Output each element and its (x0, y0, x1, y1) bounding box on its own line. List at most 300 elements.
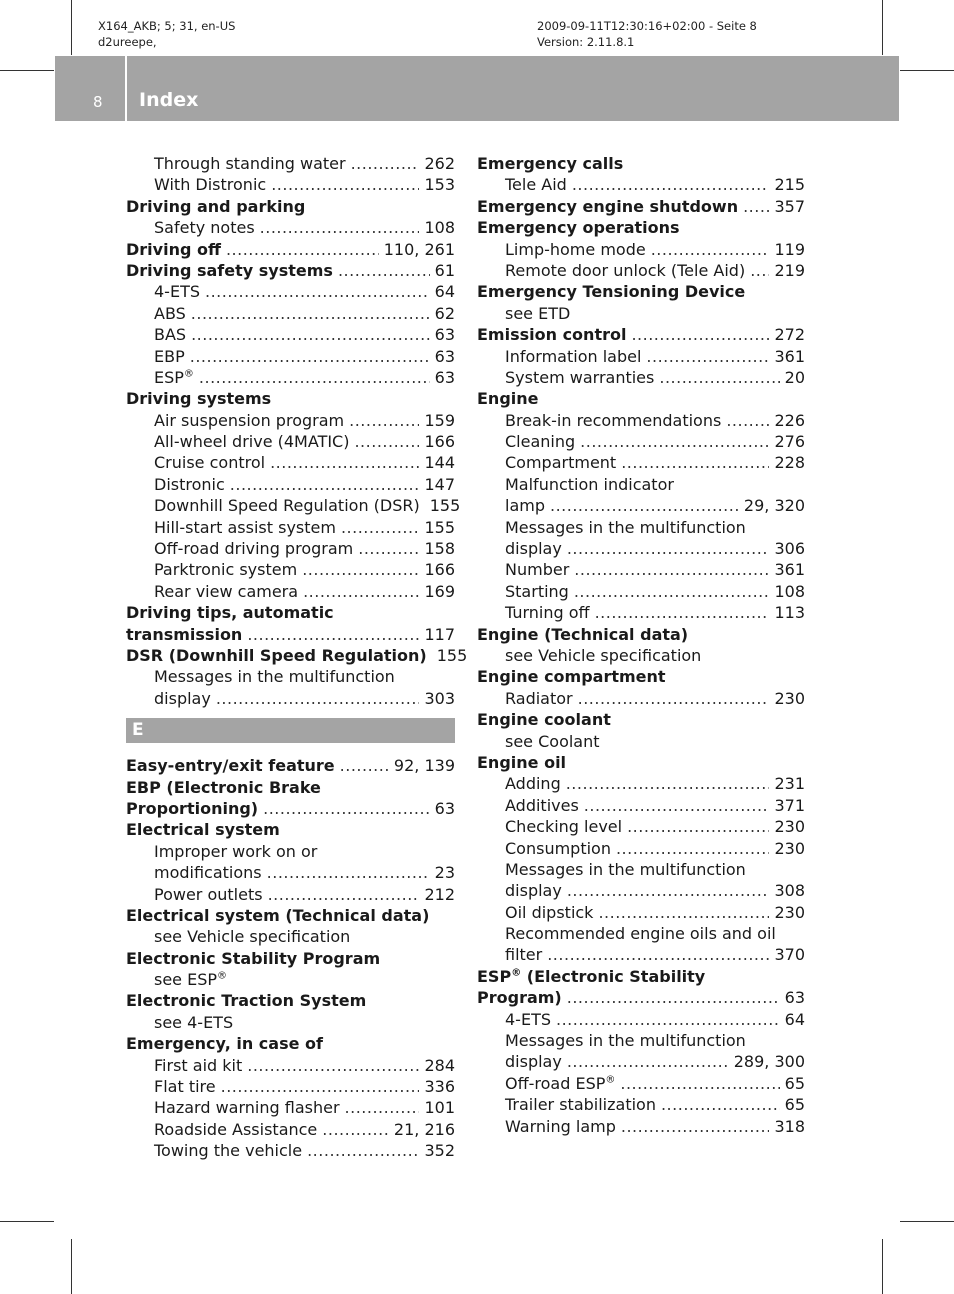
crop-mark (0, 1221, 54, 1222)
entry-label: Turning off (505, 603, 590, 623)
dot-leader (247, 624, 419, 645)
index-subentry (126, 862, 455, 883)
dot-leader (270, 452, 419, 473)
index-subentry (126, 926, 455, 947)
index-entry (477, 624, 805, 645)
index-subentry (477, 880, 805, 901)
page-reference: 113 (774, 603, 805, 623)
index-subentry (477, 1051, 805, 1072)
index-subentry (477, 1030, 805, 1051)
entry-label: Cleaning (505, 432, 576, 452)
page-reference: 352 (424, 1141, 455, 1161)
timestamp: 2009-09-11T12:30:16+02:00 - Seite 8 (537, 19, 757, 33)
dot-leader (271, 174, 419, 195)
page-reference: 155 (436, 645, 468, 665)
entry-label: filter (505, 945, 543, 965)
dot-leader (190, 346, 430, 367)
entry-label: Downhill Speed Regulation (DSR) (154, 496, 420, 516)
dot-leader (303, 581, 419, 602)
index-subentry (126, 217, 455, 238)
entry-label: Adding (505, 774, 561, 794)
dot-leader (616, 838, 769, 859)
index-subentry (477, 538, 805, 559)
entry-label: All-wheel drive (4MATIC) (154, 432, 350, 452)
index-entry (126, 819, 455, 840)
page-reference: 306 (774, 539, 805, 559)
entry-label: display (505, 881, 562, 901)
print-meta-right (537, 18, 757, 50)
dot-leader (191, 303, 430, 324)
dot-leader (230, 474, 420, 495)
index-subentry (477, 410, 805, 431)
page-reference: 153 (424, 175, 455, 195)
index-entry (126, 755, 455, 776)
dot-leader (340, 755, 389, 776)
page-reference: 371 (774, 795, 805, 815)
entry-label: Driving tips, automatic (126, 603, 334, 623)
entry-label: see 4-ETS (154, 1012, 234, 1032)
dot-leader (221, 1076, 420, 1097)
title-band (55, 56, 899, 121)
page-reference: 272 (774, 325, 805, 345)
dot-leader (302, 559, 419, 580)
entry-label: Emergency engine shutdown (477, 196, 739, 216)
dot-leader (743, 196, 769, 217)
page-reference: 219 (774, 260, 805, 280)
crop-mark (900, 1221, 954, 1222)
dot-leader (358, 538, 419, 559)
entry-label: Remote door unlock (Tele Aid) (505, 260, 746, 280)
entry-label: Cruise control (154, 453, 266, 473)
band-separator (125, 56, 127, 121)
entry-label: Warning lamp (505, 1116, 616, 1136)
entry-label: Messages in the multifunction (154, 667, 395, 687)
entry-label: Emergency, in case of (126, 1034, 323, 1054)
index-subentry (126, 346, 455, 367)
index-subentry (477, 474, 805, 495)
entry-label: ESP® (154, 367, 194, 387)
dot-leader (726, 410, 769, 431)
page-reference: 276 (774, 432, 805, 452)
dot-leader (322, 1119, 389, 1140)
dot-leader (621, 452, 769, 473)
index-subentry (126, 1012, 455, 1033)
dot-leader (354, 431, 419, 452)
dot-leader (199, 367, 430, 388)
entry-label: Radiator (505, 688, 573, 708)
dot-leader (566, 773, 770, 794)
page-reference: 63 (434, 346, 455, 366)
entry-label: Hill-start assist system (154, 517, 336, 537)
page-reference: 20 (784, 367, 805, 387)
entry-label: Recommended engine oils and oil (505, 924, 776, 944)
page-reference: 336 (424, 1077, 455, 1097)
index-subentry (477, 795, 805, 816)
index-subentry (477, 816, 805, 837)
page-reference: 284 (424, 1055, 455, 1075)
dot-leader (338, 260, 430, 281)
page-reference: 147 (424, 474, 455, 494)
print-meta-left (98, 18, 235, 50)
index-entry (477, 388, 805, 409)
crop-mark (882, 1239, 883, 1294)
index-subentry (477, 602, 805, 623)
page-reference: 63 (434, 325, 455, 345)
dot-leader (351, 153, 420, 174)
entry-label: ESP® (Electronic Stability (477, 966, 706, 986)
entry-label: transmission (126, 624, 243, 644)
entry-label: Messages in the multifunction (505, 859, 746, 879)
index-list-e (126, 755, 455, 1161)
index-entry (126, 260, 455, 281)
index-subentry (477, 838, 805, 859)
page-title: Index (139, 89, 199, 111)
entry-label: Engine (477, 389, 539, 409)
page-reference: 144 (424, 453, 455, 473)
dot-leader (205, 281, 430, 302)
entry-label: Checking level (505, 817, 623, 837)
index-entry (477, 966, 805, 987)
index-entry (126, 645, 468, 666)
index-entry (477, 987, 805, 1008)
dot-leader (260, 217, 420, 238)
index-subentry (477, 688, 805, 709)
page-reference: 108 (774, 581, 805, 601)
entry-label: display (154, 688, 211, 708)
page-reference: 108 (424, 218, 455, 238)
entry-label: Starting (505, 581, 569, 601)
dot-leader (567, 1051, 729, 1072)
dot-leader (556, 1009, 780, 1030)
entry-label: ABS (154, 303, 186, 323)
dot-leader (345, 1097, 420, 1118)
index-entry (126, 624, 455, 645)
index-entry (477, 752, 805, 773)
crop-mark (71, 1239, 72, 1294)
entry-label: Emergency Tensioning Device (477, 282, 746, 302)
entry-label: Driving and parking (126, 196, 306, 216)
index-subentry (477, 239, 805, 260)
index-subentry (477, 645, 805, 666)
entry-label: First aid kit (154, 1055, 243, 1075)
entry-label: Engine (Technical data) (477, 624, 689, 644)
entry-label: Compartment (505, 453, 617, 473)
index-subentry (477, 773, 805, 794)
entry-label: DSR (Downhill Speed Regulation) (126, 645, 427, 665)
index-subentry (477, 174, 805, 195)
index-subentry (126, 688, 455, 709)
page-reference: 155 (424, 517, 455, 537)
entry-label: see Vehicle specification (505, 645, 702, 665)
entry-label: Additives (505, 795, 579, 815)
index-subentry (126, 410, 455, 431)
registered-mark: ® (183, 368, 194, 380)
index-list-d (126, 153, 468, 709)
page-reference: 64 (434, 282, 455, 302)
entry-label: Distronic (154, 474, 225, 494)
page-reference: 231 (774, 774, 805, 794)
index-subentry (126, 324, 455, 345)
index-subentry (477, 559, 805, 580)
entry-label: display (505, 539, 562, 559)
page-reference: 63 (434, 367, 455, 387)
entry-label: Power outlets (154, 884, 263, 904)
entry-label: Driving safety systems (126, 260, 333, 280)
entry-label: Off-road driving program (154, 539, 354, 559)
page-reference: 228 (774, 453, 805, 473)
index-subentry (126, 559, 455, 580)
page-reference: 212 (424, 884, 455, 904)
crop-mark (0, 70, 54, 71)
index-subentry (477, 731, 805, 752)
entry-label: Number (505, 560, 570, 580)
page-reference: 318 (774, 1116, 805, 1136)
entry-label: Messages in the multifunction (505, 517, 746, 537)
entry-label: Engine coolant (477, 710, 611, 730)
dot-leader (216, 688, 420, 709)
crop-mark (71, 0, 72, 55)
entry-label: 4-ETS (505, 1009, 551, 1029)
index-subentry (126, 841, 455, 862)
entry-label: see Coolant (505, 731, 600, 751)
page-reference: 226 (774, 410, 805, 430)
dot-leader (661, 1094, 780, 1115)
index-column-right (477, 153, 805, 1137)
index-subentry (126, 495, 461, 516)
dot-leader (263, 798, 430, 819)
dot-leader (627, 816, 769, 837)
page-reference: 308 (774, 881, 805, 901)
index-subentry (477, 1009, 805, 1030)
entry-label: Program) (477, 988, 562, 1008)
dot-leader (307, 1140, 419, 1161)
page-reference: 61 (434, 260, 455, 280)
index-subentry (126, 517, 455, 538)
registered-mark: ® (605, 1074, 616, 1086)
entry-label: BAS (154, 325, 187, 345)
page-reference: 370 (774, 945, 805, 965)
index-entry (126, 777, 455, 798)
index-subentry (477, 495, 805, 516)
dot-leader (247, 1055, 419, 1076)
index-entry (126, 388, 455, 409)
index-entry (477, 709, 805, 730)
entry-label: System warranties (505, 367, 655, 387)
dot-leader (651, 239, 770, 260)
dot-leader (574, 559, 769, 580)
dot-leader (341, 517, 420, 538)
page-reference: 119 (774, 239, 805, 259)
page-reference: 65 (784, 1073, 805, 1093)
entry-label: Malfunction indicator (505, 474, 674, 494)
page-number: 8 (93, 93, 103, 111)
index-subentry (126, 474, 455, 495)
index-subentry (126, 666, 455, 687)
entry-label: Break-in recommendations (505, 410, 722, 430)
entry-label: Tele Aid (505, 175, 567, 195)
entry-label: 4-ETS (154, 282, 200, 302)
page-reference: 64 (784, 1009, 805, 1029)
entry-label: Flat tire (154, 1077, 216, 1097)
entry-label: Oil dipstick (505, 902, 594, 922)
dot-leader (750, 260, 769, 281)
index-entry (477, 153, 805, 174)
entry-label: EBP (Electronic Brake (126, 777, 321, 797)
page-reference: 159 (424, 410, 455, 430)
page-reference: 361 (774, 560, 805, 580)
author-id: d2ureepe, (98, 35, 157, 49)
index-subentry (477, 1094, 805, 1115)
version: Version: 2.11.8.1 (537, 35, 635, 49)
index-entry (126, 948, 455, 969)
index-subentry (126, 174, 455, 195)
index-subentry (126, 153, 455, 174)
dot-leader (584, 795, 770, 816)
dot-leader (191, 324, 430, 345)
entry-label: Messages in the multifunction (505, 1031, 746, 1051)
page-reference: 23 (434, 863, 455, 883)
entry-label: Emergency calls (477, 154, 624, 173)
job-id: X164_AKB; 5; 31, en-US (98, 19, 236, 33)
section-letter-e: E (126, 718, 455, 743)
dot-leader (567, 538, 770, 559)
dot-leader (631, 324, 769, 345)
page-reference: 110, 261 (383, 239, 455, 259)
entry-label: Engine oil (477, 752, 567, 772)
entry-label: Safety notes (154, 218, 255, 238)
entry-label: Trailer stabilization (505, 1095, 656, 1115)
index-entry (477, 281, 805, 302)
page-reference: 62 (434, 303, 455, 323)
index-subentry (477, 944, 805, 965)
page-reference: 166 (424, 432, 455, 452)
index-entry (477, 666, 805, 687)
index-subentry (477, 902, 805, 923)
entry-label: Electrical system (Technical data) (126, 905, 430, 925)
registered-mark: ® (217, 970, 228, 982)
index-subentry (477, 1116, 805, 1137)
index-subentry (477, 517, 805, 538)
dot-leader (620, 1073, 779, 1094)
entry-label: see ESP® (154, 970, 228, 990)
page-reference: 230 (774, 688, 805, 708)
entry-label: Hazard warning flasher (154, 1098, 340, 1118)
entry-label: display (505, 1052, 562, 1072)
index-subentry (477, 367, 805, 388)
index-subentry (126, 367, 455, 388)
page-reference: 262 (424, 154, 455, 173)
index-list-e-continued (477, 153, 805, 1137)
index-subentry (477, 452, 805, 473)
entry-label: Emission control (477, 325, 627, 345)
entry-label: Consumption (505, 838, 611, 858)
index-entry (126, 1033, 455, 1054)
page-reference: 230 (774, 902, 805, 922)
entry-label: Easy-entry/exit feature (126, 756, 335, 776)
index-subentry (126, 1097, 455, 1118)
page-reference: 361 (774, 346, 805, 366)
index-subentry (126, 431, 455, 452)
index-subentry (477, 581, 805, 602)
dot-leader (621, 1116, 770, 1137)
page-reference: 63 (434, 798, 455, 818)
index-entry (126, 905, 455, 926)
dot-leader (646, 346, 769, 367)
entry-label: see Vehicle specification (154, 927, 351, 947)
entry-label: Engine compartment (477, 667, 666, 687)
entry-label: lamp (505, 496, 545, 516)
entry-label: Emergency operations (477, 218, 680, 238)
entry-label: Off-road ESP® (505, 1073, 616, 1093)
index-entry (126, 239, 455, 260)
registered-mark: ® (511, 967, 522, 979)
index-subentry (126, 452, 455, 473)
page-reference: 65 (784, 1095, 805, 1115)
entry-label: Through standing water (154, 154, 346, 173)
index-subentry (126, 303, 455, 324)
crop-mark (882, 0, 883, 55)
dot-leader (550, 495, 739, 516)
index-entry (126, 196, 455, 217)
crop-mark (900, 70, 954, 71)
index-subentry (477, 859, 805, 880)
dot-leader (578, 688, 770, 709)
dot-leader (598, 902, 769, 923)
page-reference: 29, 320 (743, 496, 805, 516)
index-subentry (477, 431, 805, 452)
index-entry (126, 990, 455, 1011)
page-reference: 215 (774, 175, 805, 195)
entry-label: Electronic Stability Program (126, 948, 381, 968)
entry-label: Electronic Traction System (126, 991, 367, 1011)
page-reference: 289, 300 (733, 1052, 805, 1072)
dot-leader (567, 880, 770, 901)
entry-label: Electrical system (126, 820, 280, 840)
dot-leader (547, 944, 769, 965)
dot-leader (574, 581, 770, 602)
entry-label: Rear view camera (154, 581, 299, 601)
page-reference: 303 (424, 688, 455, 708)
entry-label: Towing the vehicle (154, 1141, 303, 1161)
dot-leader (268, 884, 420, 905)
index-subentry (126, 1119, 455, 1140)
index-entry (126, 798, 455, 819)
index-subentry (126, 281, 455, 302)
page-reference: 21, 216 (393, 1119, 455, 1139)
entry-label: With Distronic (154, 175, 267, 195)
page-reference: 117 (424, 624, 455, 644)
page-reference: 155 (429, 496, 461, 516)
dot-leader (349, 410, 419, 431)
dot-leader (595, 602, 770, 623)
index-subentry (126, 969, 455, 990)
index-subentry (126, 1140, 455, 1161)
entry-label: Parktronic system (154, 560, 298, 580)
entry-label: Roadside Assistance (154, 1119, 318, 1139)
index-subentry (126, 884, 455, 905)
index-subentry (477, 923, 805, 944)
page-reference: 357 (774, 196, 805, 216)
dot-leader (267, 862, 430, 883)
page-reference: 230 (774, 817, 805, 837)
page-reference: 169 (424, 581, 455, 601)
index-entry (477, 324, 805, 345)
entry-label: Air suspension program (154, 410, 345, 430)
entry-label: Improper work on or (154, 841, 318, 861)
index-subentry (126, 1076, 455, 1097)
entry-label: Driving off (126, 239, 221, 259)
dot-leader (659, 367, 779, 388)
